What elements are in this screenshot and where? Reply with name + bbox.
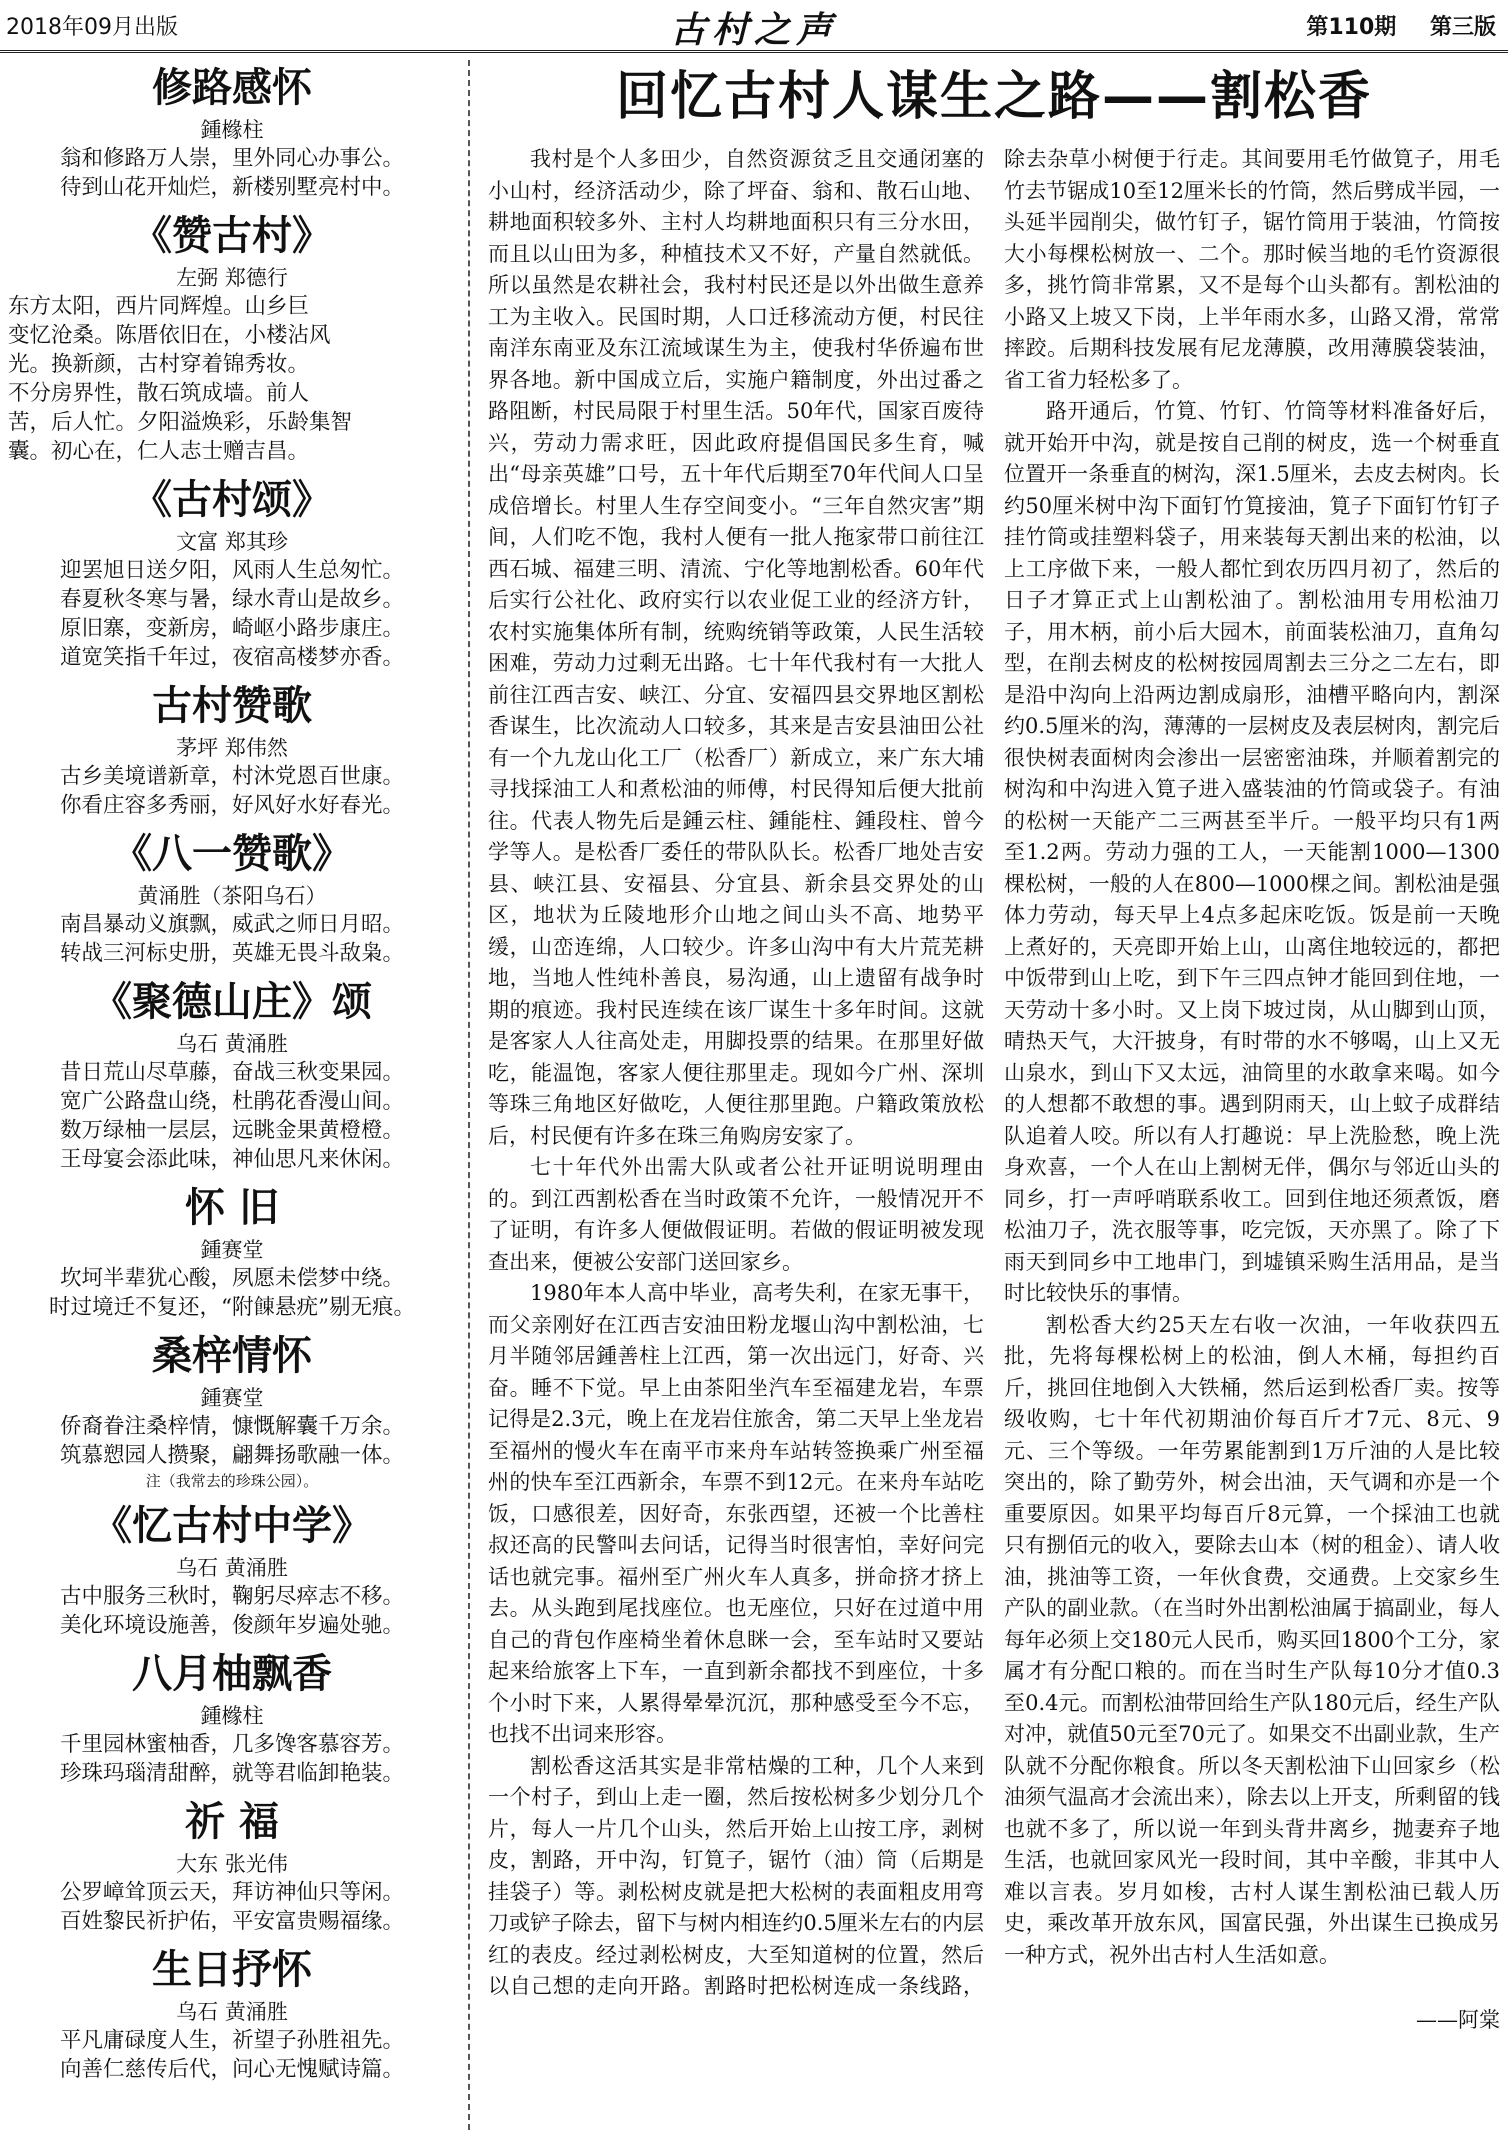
page-number: 第三版 xyxy=(1429,15,1496,40)
poem xyxy=(8,472,456,672)
poem xyxy=(8,678,456,820)
poem xyxy=(8,208,456,466)
poem-author: 乌石 黄涌胜 xyxy=(176,1032,288,1056)
poem-line: 变忆沧桑。陈厝依旧在，小楼沾风 xyxy=(8,323,331,348)
poem-author: 乌石 黄涌胜 xyxy=(176,1556,288,1580)
poem-line: 转战三河标史册，英雄无畏斗敌枭。 xyxy=(59,941,404,966)
issue-info xyxy=(1280,10,1496,41)
poem-title: 怀 旧 xyxy=(185,1185,279,1231)
poem-line: 古乡美境谱新章，村沐党恩百世康。 xyxy=(59,764,404,789)
article-paragraph: 割松香大约25天左右收一次油，一年收获四五批，先将每棵松树上的松油，倒人木桶，每担约百斤，挑回住地倒入大铁桶，然后运到松香厂卖。按等级收购，七十年代初期油价每百斤才7元、8元、9元、三个等级。一年劳累能割到1万斤油的人是比较突出的，除了勤劳外，树会出油，天气调和亦是一个重要原因。如果平均每百斤8元算，一个採油工也就只有捌佰元的收入，要除去山本（树的租金）、请人收油，挑油等工资，一年伙食费，交通费。上交家乡生产队的副业款。（在当时外出割松油属于搞副业，每人每年必须上交180元人民币，购买回1800个工分，家属才有分配口粮的。而在当时生产队每10分才值0.3至0.4元。而割松油带回给生产队180元后，经生产队对冲，就值50元至70元了。如果交不出副业款，生产队就不分配你粮食。所以冬天割松油下山回家乡（松油须气温高才会流出来），除去以上开支，所剩留的钱也就不多了，所以说一年到头背井离乡，抛妻弃子地生活，也就回家风光一段时间，其中辛酸，非其中人难以言表。岁月如梭，古村人谋生割松油已载人历史，乘改革开放东风，国富民强，外出谋生已换成另一种方式，祝外出古村人生活如意。 xyxy=(1004,1312,1500,1967)
poem-author: 鍾橼柱 xyxy=(200,1704,264,1728)
poem-line: 不分房界性，散石筑成墙。前人 xyxy=(8,381,310,406)
poem-author: 鍾赛堂 xyxy=(200,1238,264,1262)
poem-note: 注（我常去的珍珠公园）。 xyxy=(145,1472,319,1490)
publish-date: 2018年09月出版 xyxy=(6,15,178,40)
poem xyxy=(8,1180,456,1322)
poem-author: 鍾赛堂 xyxy=(200,1386,264,1410)
poem-line: 春夏秋冬寒与暑，绿水青山是故乡。 xyxy=(59,587,404,612)
poem-author: 文富 郑其珍 xyxy=(176,530,288,554)
poem-line: 原旧寨，变新房，崎岖小路步康庄。 xyxy=(59,616,404,641)
poem-title: 《忆古村中学》 xyxy=(92,1503,372,1549)
poem-line: 千里园林蜜柚香，几多馋客慕容芳。 xyxy=(59,1732,404,1757)
poem-line: 美化环境设施善，俊颜年岁遍处驰。 xyxy=(59,1613,404,1638)
poem-line: 翁和修路万人崇，里外同心办事公。 xyxy=(59,146,404,171)
article-paragraph: 1980年本人高中毕业，高考失利，在家无事干，而父亲刚好在江西吉安油田粉龙堰山沟中割松油，七月半随邻居鍾善柱上江西，第一次出远门，好奇、兴奋。睡不下觉。早上由茶阳坐汽车至福建龙岩，车票记得是2.3元，晚上在龙岩住旅舍，第二天早上坐龙岩至福州的慢火车在南平市来舟车站转签换乘广州至福州的快车至江西新余，车票不到12元。在来舟车站吃饭，口感很差，因好奇，东张西望，还被一个比善柱叔还高的民警叫去问话，记得当时很害怕，幸好问完话也就完事。福州至广州火车人真多，拼命挤才挤上去。从头跑到尾找座位。也无座位，只好在过道中用自己的背包作座椅坐着休息眯一会，至车站时又要站起来给旅客上下车，一直到新余都找不到座位，十多个小时下来，人累得晕晕沉沉，那种感受至今不忘，也找不出词来形容。 xyxy=(488,1281,984,1746)
poem-author: 茅坪 郑伟然 xyxy=(176,736,288,760)
article-title: 回忆古村人谋生之路——割松香 xyxy=(615,67,1372,127)
poem xyxy=(8,1498,456,1640)
poem-line: 珍珠玛瑙清甜醉，就等君临卸艳装。 xyxy=(59,1761,404,1786)
poem-title: 修路感怀 xyxy=(152,65,312,111)
poem-line: 你看庄容多秀丽，好风好水好春光。 xyxy=(59,793,404,818)
poem xyxy=(8,974,456,1174)
poem-line: 王母宴会添此味，神仙思凡来休闲。 xyxy=(59,1147,404,1172)
poem-title: 桑梓情怀 xyxy=(152,1333,312,1379)
article-paragraph: 路开通后，竹筧、竹钉、竹筒等材料准备好后，就开始开中沟，就是按自己削的树皮，选一个树垂直位置开一条垂直的树沟，深1.5厘米，去皮去树肉。长约50厘米树中沟下面钉竹筧接油，筧子下面钉竹钉子挂竹筒或挂塑料袋子，用来装每天割出来的松油，以上工序做下来，一般人都忙到农历四月初了，然后的日子才算正式上山割松油了。割松油用专用松油刀子，用木柄，前小后大园木，前面装松油刀，直角勾型，在削去树皮的松树按园周割去三分之二左右，即是沿中沟向上沿两边割成扇形，油槽平略向内，割深约0.5厘米的沟，薄薄的一层树皮及表层树肉，割完后很快树表面树肉会渗出一层密密油珠，并顺着割完的树沟和中沟进入筧子进入盛装油的竹筒或袋子。有油的松树一天能产二三两甚至半斤。一般平均只有1两至1.2两。劳动力强的工人，一天能割1000—1300棵松树，一般的人在800—1000棵之间。割松油是强体力劳动，每天早上4点多起床吃饭。饭是前一天晚上煮好的，天亮即开始上山，山离住地较远的，都把中饭带到山上吃，到下午三四点钟才能回到住地，一天劳动十多小时。又上岗下坡过岗，从山脚到山顶，晴热天气，大汗披身，有时带的水不够喝，山上又无山泉水，到山下又太远，油筒里的水敢拿来喝。如今的人想都不敢想的事。遇到阴雨天，山上蚊子成群结队追着人咬。所以有人打趣说：早上洗脸愁，晚上洗身欢喜，一个人在山上割树无伴，偶尔与邻近山头的同乡，打一声呼哨联系收工。回到住地还须煮饭，磨松油刀子，洗衣服等事，吃完饭，天亦黑了。除了下雨天到同乡中工地串门，到墟镇采购生活用品，是当时比较快乐的事情。 xyxy=(1004,399,1500,1305)
poem-title: 生日抒怀 xyxy=(152,1947,312,1993)
article-paragraph: 我村是个人多田少，自然资源贫乏且交通闭塞的小山村，经济活动少，除了坪奋、翁和、散石山地、耕地面积较多外、主村人均耕地面积只有三分水田，而且以山田为多，种植技术又不好，产量自然就低。所以虽然是农耕社会，我村村民还是以外出做生意养工为主收入。民国时期，人口迁移流动方便，村民往南洋东南亚及东江流域谋生为主，使我村华侨遍布世界各地。新中国成立后，实施户籍制度，外出过番之路阻断，村民局限于村里生活。50年代，国家百废待兴，劳动力需求旺，因此政府提倡国民多生育，喊出“母亲英雄”口号，五十年代后期至70年代间人口呈成倍增长。村里人生存空间变小。“三年自然灾害”期间，人们吃不饱，我村人便有一批人拖家带口前往江西石城、福建三明、清流、宁化等地割松香。60年代后实行公社化、政府实行以农业促工业的经济方针，农村实施集体所有制，统购统销等政策，人民生活较困难，劳动力过剩无出路。七十年代我村有一大批人前往江西吉安、峡江、分宜、安福四县交界地区割松香谋生，比次流动人口较多，其来是吉安县油田公社有一个九龙山化工厂（松香厂）新成立，来广东大埔寻找採油工人和煮松油的师傅，村民得知后便大批前往。代表人物先后是鍾云柱、鍾能柱、鍾段柱、曾今学等人。是松香厂委任的带队队长。松香厂地处吉安县、峡江县、安福县、分宜县、新余县交界处的山区，地状为丘陵地形介山地之间山头不高、地势平缓，山峦连绵，人口较少。许多山沟中有大片荒芜耕地，当地人性纯朴善良，易沟通，山上遗留有战争时期的痕迹。我村民连续在该厂谋生十多年时间。这就是客家人人往高处走，用脚投票的结果。在那里好做吃，能温饱，客家人便往那里走。现如今广州、深圳等珠三角地区好做吃，人便往那里跑。户籍政策放松后，村民便有许多在珠三角购房安家了。 xyxy=(488,147,984,1148)
poem-title: 《赞古村》 xyxy=(132,213,332,259)
poem xyxy=(8,1328,456,1492)
poem xyxy=(8,1646,456,1788)
poem-line: 筑慕愬园人攒聚，翩舞扬歌融一体。 xyxy=(59,1443,404,1468)
poem-author: 左弼 郑德行 xyxy=(176,266,288,290)
poem-title: 《古村颂》 xyxy=(132,477,332,523)
poem-title: 祈 福 xyxy=(185,1799,279,1845)
issue-number: 第110期 xyxy=(1306,15,1397,40)
poem-column xyxy=(8,60,456,2130)
poem-line: 时过境迁不复还，“附𩜍悬疣”剔无痕。 xyxy=(49,1295,415,1320)
poem-line: 光。换新颜，古村穿着锦秀妆。 xyxy=(8,352,310,377)
masthead: 古村之声 xyxy=(669,9,838,51)
poem xyxy=(8,826,456,968)
article xyxy=(488,60,1500,2135)
poem-line: 公罗嶂耸顶云天，拜访神仙只等闲。 xyxy=(59,1880,404,1905)
poem xyxy=(8,1942,456,2084)
poem-author: 鍾橼柱 xyxy=(200,118,264,142)
poem-line: 古中服务三秋时，鞠躬尽瘁志不移。 xyxy=(59,1584,404,1609)
poem-line: 坎坷半辈犹心酸，夙愿未偿梦中绕。 xyxy=(59,1266,404,1291)
poem-author: 大东 张光伟 xyxy=(176,1852,288,1876)
poem-line: 迎罢旭日送夕阳，风雨人生总匆忙。 xyxy=(59,558,404,583)
poem-line: 昔日荒山尽草藤，奋战三秋变果园。 xyxy=(59,1060,404,1085)
poem-line: 道宽笑指千年过，夜宿高楼梦亦香。 xyxy=(59,645,404,670)
poem-title: 《聚德山庄》颂 xyxy=(92,979,372,1025)
page-header xyxy=(0,0,1508,53)
poem-author: 黄涌胜（茶阳乌石） xyxy=(137,884,327,908)
poem-title: 八月柚飘香 xyxy=(132,1651,332,1697)
poem-line: 百姓黎民祈护佑，平安富贵赐福缘。 xyxy=(59,1909,404,1934)
poem-line: 数万绿柚一层层，远眺金果黄橙橙。 xyxy=(59,1118,404,1143)
article-paragraph: 七十年代外出需大队或者公社开证明说明理由的。到江西割松香在当时政策不允许，一般情况开不了证明，有许多人便做假证明。若做的假证明被发现查出来，便被公安部门送回家乡。 xyxy=(488,1155,984,1274)
poem-line: 向善仁慈传后代，问心无愧赋诗篇。 xyxy=(59,2057,404,2082)
poem-line: 宽广公路盘山绕，杜鹃花香漫山间。 xyxy=(59,1089,404,1114)
poem-line: 南昌暴动义旗飘，威武之师日月昭。 xyxy=(59,912,404,937)
poem-line: 侨裔眷注桑梓情，慷慨解囊千万余。 xyxy=(59,1414,404,1439)
poem-line: 苦，后人忙。夕阳溢焕彩，乐龄集智 xyxy=(8,410,353,435)
poem-title: 古村赞歌 xyxy=(152,683,312,729)
poem xyxy=(8,60,456,202)
poem-line: 待到山花开灿烂，新楼别墅亮村中。 xyxy=(59,175,404,200)
poem-title: 《八一赞歌》 xyxy=(112,831,352,877)
article-body xyxy=(488,144,1500,2003)
article-paragraph: 割松香这活其实是非常枯燥的工种，几个人来到一个村子，到山上走一圈，然后按松树多少划分几个片，每人一片几个山头，然后开始上山按工序，剥树皮，割路，开中沟，钉筧子，锯竹（油）筒（后期是挂袋子）等。剥松树皮就是把大松树的表面粗皮用弯刀或铲子除去，留下与树内相连约0.5厘米左右的内层红的表皮。经过剥松树皮，大至知道树的位置，然后以自己想的走向开路。割路时把松树连成一条线路，除去杂草小树便于行走。其间要用毛竹做筧子，用毛竹去节锯成10至12厘米长的竹筒，然后劈成半园，一头延半园削尖，做竹钉子，锯竹筒用于装油，竹筒按大小每棵松树放一、二个。那时候当地的毛竹资源很多，挑竹筒非常累，又不是每个山头都有。割松油的小路又上坡又下岗，上半年雨水多，山路又滑，常常摔跤。后期科技发展有尼龙薄膜，改用薄膜袋装油，省工省力轻松多了。 xyxy=(488,147,1500,1998)
poem-line: 东方太阳，西片同辉煌。山乡巨 xyxy=(8,294,310,319)
article-signature: ——阿棠 xyxy=(1416,2007,1500,2032)
poem-line: 平凡庸碌度人生，祈望子孙胜祖先。 xyxy=(59,2028,404,2053)
column-divider xyxy=(468,60,470,2130)
poem-line: 囊。初心在，仁人志士赠吉昌。 xyxy=(8,439,310,464)
poem-author: 乌石 黄涌胜 xyxy=(176,2000,288,2024)
poem xyxy=(8,1794,456,1936)
